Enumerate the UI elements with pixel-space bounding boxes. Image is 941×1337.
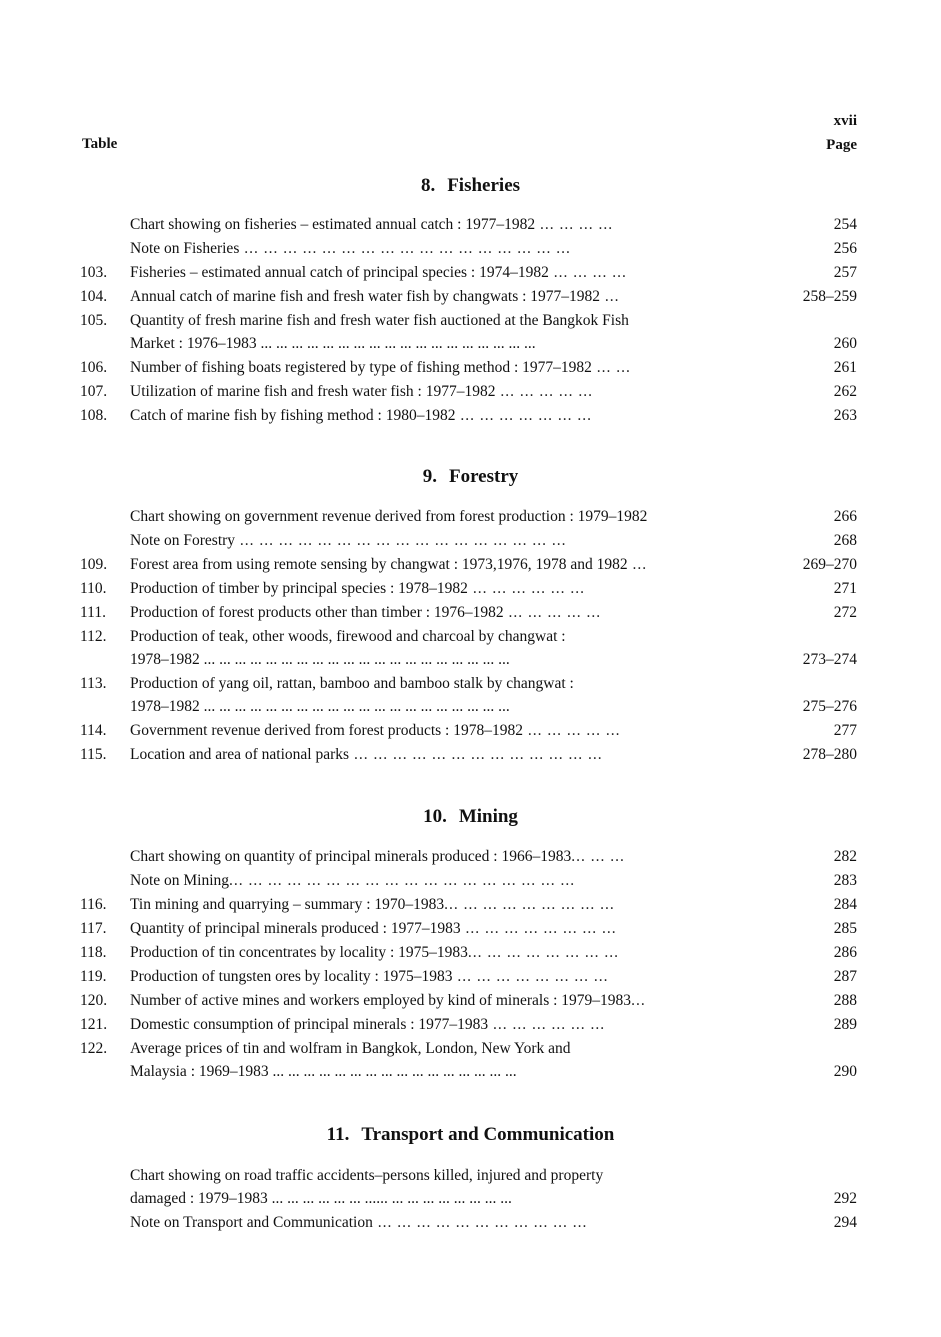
- table-number: 112.: [80, 628, 107, 645]
- page-ref: 289: [833, 1016, 857, 1033]
- entry-title-text: Production of timber by principal species : 1978–1982: [130, 580, 468, 597]
- table-number: 103.: [80, 264, 108, 281]
- dot-leader: ... ... ... ... ... ... ... ... ...: [444, 896, 615, 913]
- entry-title-text: Utilization of marine fish and fresh water fish : 1977–1982: [130, 383, 496, 400]
- section-title-forestry: 9. Forestry: [422, 466, 519, 487]
- entry-title-continued-text: 1978–1982: [130, 698, 200, 715]
- table-number: 110.: [80, 580, 107, 597]
- entry-title-continued-text: Market : 1976–1983: [130, 335, 257, 352]
- dot-leader: ... ... ...: [571, 848, 625, 865]
- entry-title-continued-text: Malaysia : 1969–1983: [130, 1063, 269, 1080]
- entry-title-text: Note on Forestry: [130, 532, 236, 549]
- table-number: 109.: [80, 556, 108, 573]
- table-number: 118.: [80, 944, 107, 961]
- page-ref: 273–274: [802, 651, 857, 668]
- entry-title: [130, 943, 780, 963]
- section-title-mining: 10. Mining: [423, 806, 518, 827]
- entry-title-text: Quantity of fresh marine fish and fresh water fish auctioned at the Bangkok Fish: [130, 312, 629, 329]
- page-ref: 261: [833, 359, 857, 376]
- dot-leader: ... ... ... ... ...: [523, 722, 621, 739]
- table-number: 117.: [80, 920, 107, 937]
- entry-title: [130, 721, 780, 741]
- entry-title: [130, 1015, 780, 1035]
- page-ref: 286: [833, 944, 857, 961]
- dot-leader: ... ... ... ... ... ... ... ... ... ... ... ... ... ... ... ... ... ...: [256, 335, 536, 352]
- dot-leader: ...: [600, 288, 620, 305]
- page-ref: 262: [833, 383, 857, 400]
- table-number: 116.: [80, 896, 107, 913]
- dot-leader: ... ... ... ... ...: [503, 604, 602, 621]
- dot-leader: ...: [631, 992, 646, 1009]
- entry-title-text: Catch of marine fish by fishing method : 1980–1982: [130, 407, 456, 424]
- entry-title-text: Chart showing on quantity of principal minerals produced : 1966–1983: [130, 848, 572, 865]
- dot-leader: ... ... ... ... ... ... ... ...: [452, 968, 609, 985]
- page-ref: 290: [833, 1063, 857, 1080]
- page-ref: 268: [833, 532, 857, 549]
- table-number: 122.: [80, 1040, 108, 1057]
- table-number: 113.: [80, 675, 107, 692]
- entry-title-text: Chart showing on government revenue derived from forest production : 1979–1982: [130, 508, 648, 525]
- entry-title-text: Number of fishing boats registered by type of fishing method : 1977–1982: [130, 359, 592, 376]
- entry-title-text: Production of tin concentrates by locality : 1975–1983: [130, 944, 468, 961]
- entry-title-text: Fisheries – estimated annual catch of principal species : 1974–1982: [130, 264, 549, 281]
- page-ref: 260: [833, 335, 857, 352]
- entry-title: [130, 555, 780, 575]
- page-ref: 272: [833, 604, 857, 621]
- table-number: 111.: [80, 604, 106, 621]
- entry-title-continued: [130, 697, 780, 717]
- entry-title: [130, 287, 780, 307]
- entry-title-text: Domestic consumption of principal minerals : 1977–1983: [130, 1016, 489, 1033]
- entry-title-text: Quantity of principal minerals produced : 1977–1983: [130, 920, 461, 937]
- page-column-label: Page: [826, 137, 857, 153]
- page-ref: 287: [833, 968, 857, 985]
- entry-title: [130, 627, 780, 647]
- table-number: 105.: [80, 312, 108, 329]
- page-ref: 257: [833, 264, 857, 281]
- dot-leader: ... ... ... ... ... ...: [488, 1016, 606, 1033]
- entry-title: [130, 531, 780, 551]
- dot-leader: ...: [627, 556, 648, 573]
- dot-leader: ... ... ... ... ... ... ... ... ... ... ... ... ... ... ... ... ... ... ... ...: [199, 698, 510, 715]
- table-number: 104.: [80, 288, 108, 305]
- entry-title-text: Number of active mines and workers employed by kind of minerals : 1979–1983: [130, 992, 632, 1009]
- entry-title-text: Chart showing on road traffic accidents–persons killed, injured and property: [130, 1167, 604, 1184]
- page-ref: 282: [833, 848, 857, 865]
- dot-leader: ... ... ... ... ... ... ... ... ... ... ...: [372, 1214, 588, 1231]
- entry-title-continued: [130, 334, 780, 354]
- dot-leader: ... ... ... ... ... ... ... ...: [467, 944, 620, 961]
- entry-title: [130, 239, 780, 259]
- table-column-label: Table: [82, 136, 118, 152]
- entry-title-text: Forest area from using remote sensing by changwat : 1973,1976, 1978 and 1982: [130, 556, 628, 573]
- dot-leader: ... ... ... ... ... ... ... ... ... ... ... ... ... ... ... ... ...: [235, 532, 567, 549]
- entry-title: [130, 406, 780, 426]
- page-ref: 269–270: [802, 556, 857, 573]
- entry-title: [130, 871, 780, 891]
- entry-title: [130, 603, 780, 623]
- page-ref: 277: [833, 722, 857, 739]
- entry-title: [130, 1166, 780, 1186]
- dot-leader: ... ... ... ... ... ... ... ...: [460, 920, 617, 937]
- dot-leader: ... ...: [591, 359, 631, 376]
- entry-title-continued-text: 1978–1982: [130, 651, 200, 668]
- entry-title: [130, 1039, 780, 1059]
- entry-title: [130, 674, 780, 694]
- table-number: 107.: [80, 383, 108, 400]
- entry-title: [130, 991, 780, 1011]
- page-ref: 288: [833, 992, 857, 1009]
- entry-title: [130, 263, 780, 283]
- dot-leader: ... ... ... ... ... ... ... ... ... ... ... ... ... ... ... ... ... ...: [229, 872, 576, 889]
- entry-title-text: Location and area of national parks: [130, 746, 350, 763]
- entry-title: [130, 311, 780, 331]
- page-ref: 271: [833, 580, 857, 597]
- table-number: 114.: [80, 722, 107, 739]
- entry-title: [130, 382, 780, 402]
- dot-leader: ... ... ... ... ... ...: [467, 580, 585, 597]
- entry-title-continued-text: damaged : 1979–1983: [130, 1190, 268, 1207]
- entry-title: [130, 358, 780, 378]
- entry-title: [130, 745, 780, 765]
- table-number: 108.: [80, 407, 108, 424]
- entry-title: [130, 847, 780, 867]
- dot-leader: ... ... ... ...: [535, 216, 614, 233]
- page-ref: 256: [833, 240, 857, 257]
- dot-leader: ... ... ... ... ... ... ...: [455, 407, 592, 424]
- page-ref: 258–259: [802, 288, 857, 305]
- dot-leader: ... ... ... ... ... ... ... ... ... ... ... ... ... ... ... ... ... ... ... ...: [199, 651, 510, 668]
- entry-title-text: Note on Transport and Communication: [130, 1214, 373, 1231]
- entry-title-text: Annual catch of marine fish and fresh water fish by changwats : 1977–1982: [130, 288, 601, 305]
- table-number: 119.: [80, 968, 107, 985]
- table-number: 120.: [80, 992, 108, 1009]
- entry-title-text: Chart showing on fisheries – estimated annual catch : 1977–1982: [130, 216, 536, 233]
- entry-title-text: Average prices of tin and wolfram in Bangkok, London, New York and: [130, 1040, 571, 1057]
- table-number: 115.: [80, 746, 107, 763]
- page-ref: 275–276: [802, 698, 857, 715]
- entry-title: [130, 919, 780, 939]
- entry-title-text: Note on Mining: [130, 872, 230, 889]
- entry-title-text: Government revenue derived from forest products : 1978–1982: [130, 722, 523, 739]
- section-title-fisheries: 8. Fisheries: [420, 175, 521, 196]
- page-ref: 292: [833, 1190, 857, 1207]
- dot-leader: ... ... ... ... ... ... ... ... ... ... ... ... ... ... ... ... ...: [239, 240, 571, 257]
- dot-leader: ... ... ... ... ... ... ...... ... ... ... ... ... ... ... ...: [267, 1190, 512, 1207]
- entry-title-text: Production of forest products other than timber : 1976–1982: [130, 604, 504, 621]
- entry-title-continued: [130, 1062, 780, 1082]
- entry-title: [130, 579, 780, 599]
- entry-title: [130, 507, 780, 527]
- page-ref: 284: [833, 896, 857, 913]
- page-ref: 263: [833, 407, 857, 424]
- entry-title: [130, 1213, 780, 1233]
- entry-title-text: Note on Fisheries: [130, 240, 240, 257]
- dot-leader: ... ... ... ... ... ... ... ... ... ... ... ... ...: [349, 746, 603, 763]
- section-title-transport: 11. Transport and Communication: [326, 1124, 615, 1145]
- entry-title-text: Production of tungsten ores by locality : 1975–1983: [130, 968, 453, 985]
- dot-leader: ... ... ... ...: [548, 264, 627, 281]
- entry-title-continued: [130, 650, 780, 670]
- entry-title-continued: [130, 1189, 780, 1209]
- table-number: 106.: [80, 359, 108, 376]
- page-ref: 294: [833, 1214, 857, 1231]
- table-number: 121.: [80, 1016, 108, 1033]
- dot-leader: ... ... ... ... ...: [495, 383, 593, 400]
- page-ref: 266: [833, 508, 857, 525]
- entry-title-text: Production of yang oil, rattan, bamboo and bamboo stalk by changwat :: [130, 675, 574, 692]
- entry-title-text: Production of teak, other woods, firewood and charcoal by changwat :: [130, 628, 566, 645]
- page-ref: 285: [833, 920, 857, 937]
- page-ref: 278–280: [802, 746, 857, 763]
- page-ref: 283: [833, 872, 857, 889]
- page-number: xvii: [833, 113, 857, 129]
- entry-title: [130, 967, 780, 987]
- page-ref: 254: [833, 216, 857, 233]
- entry-title-text: Tin mining and quarrying – summary : 1970–1983: [130, 896, 445, 913]
- entry-title: [130, 215, 780, 235]
- dot-leader: ... ... ... ... ... ... ... ... ... ... ... ... ... ... ... ...: [268, 1063, 517, 1080]
- entry-title: [130, 895, 780, 915]
